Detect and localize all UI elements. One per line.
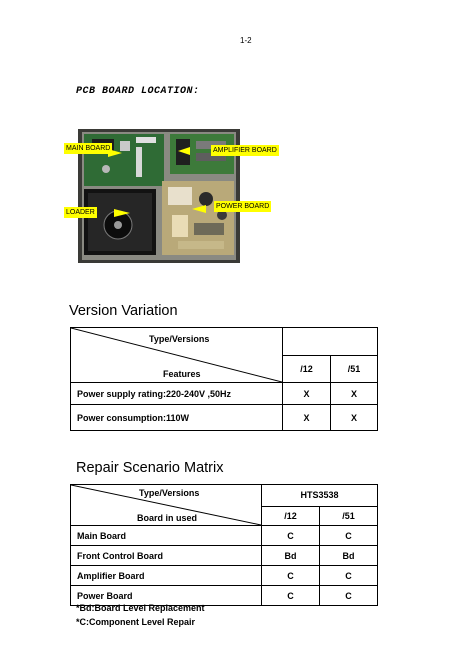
repair-header-cell	[71, 485, 262, 526]
features-label: Features	[163, 369, 201, 379]
type-versions-label: Type/Versions	[139, 488, 200, 498]
version-12-header: /12	[283, 355, 331, 383]
table-row	[71, 383, 378, 405]
board-cell: Front Control Board	[71, 546, 262, 566]
repair-matrix-title: Repair Scenario Matrix	[76, 460, 224, 476]
board-cell: Main Board	[71, 526, 262, 546]
feature-cell: Power supply rating:220-240V ,50Hz	[71, 383, 283, 405]
table-row	[71, 526, 378, 546]
version-51-header: /51	[320, 506, 378, 525]
value-cell: X	[330, 405, 377, 431]
version-51-header: /51	[330, 355, 377, 383]
callout-loader: LOADER	[66, 209, 95, 216]
table-row	[71, 405, 378, 431]
board-cell: Power Board	[71, 586, 262, 606]
version-12-header: /12	[262, 506, 320, 525]
value-cell: X	[283, 383, 331, 405]
repair-matrix-table	[70, 484, 378, 606]
model-header: HTS3538	[262, 485, 378, 507]
table-row	[71, 566, 378, 586]
board-in-used-label: Board in used	[137, 513, 198, 523]
value-cell: C	[320, 586, 378, 606]
value-cell: C	[262, 566, 320, 586]
value-cell: X	[283, 405, 331, 431]
type-versions-label: Type/Versions	[149, 334, 210, 344]
board-cell: Amplifier Board	[71, 566, 262, 586]
page-number: 1-2	[240, 36, 252, 45]
value-cell: C	[320, 566, 378, 586]
value-cell: C	[262, 526, 320, 546]
value-cell: X	[330, 383, 377, 405]
callout-amplifier-board: AMPLIFIER BOARD	[213, 147, 277, 154]
callout-main-board: MAIN BOARD	[66, 145, 111, 152]
version-variation-table	[70, 327, 378, 431]
value-cell: C	[320, 526, 378, 546]
pcb-location-title: PCB BOARD LOCATION:	[76, 86, 200, 97]
feature-cell: Power consumption:110W	[71, 405, 283, 431]
value-cell: Bd	[320, 546, 378, 566]
note-board-level: *Bd:Board Level Replacement	[76, 603, 205, 613]
table-row	[71, 546, 378, 566]
version-variation-title: Version Variation	[69, 303, 178, 319]
note-component-level: *C:Component Level Repair	[76, 617, 196, 627]
versions-header-blank	[283, 328, 378, 356]
version-header-cell	[71, 328, 283, 383]
callout-power-board: POWER BOARD	[216, 203, 270, 210]
value-cell: C	[262, 586, 320, 606]
value-cell: Bd	[262, 546, 320, 566]
